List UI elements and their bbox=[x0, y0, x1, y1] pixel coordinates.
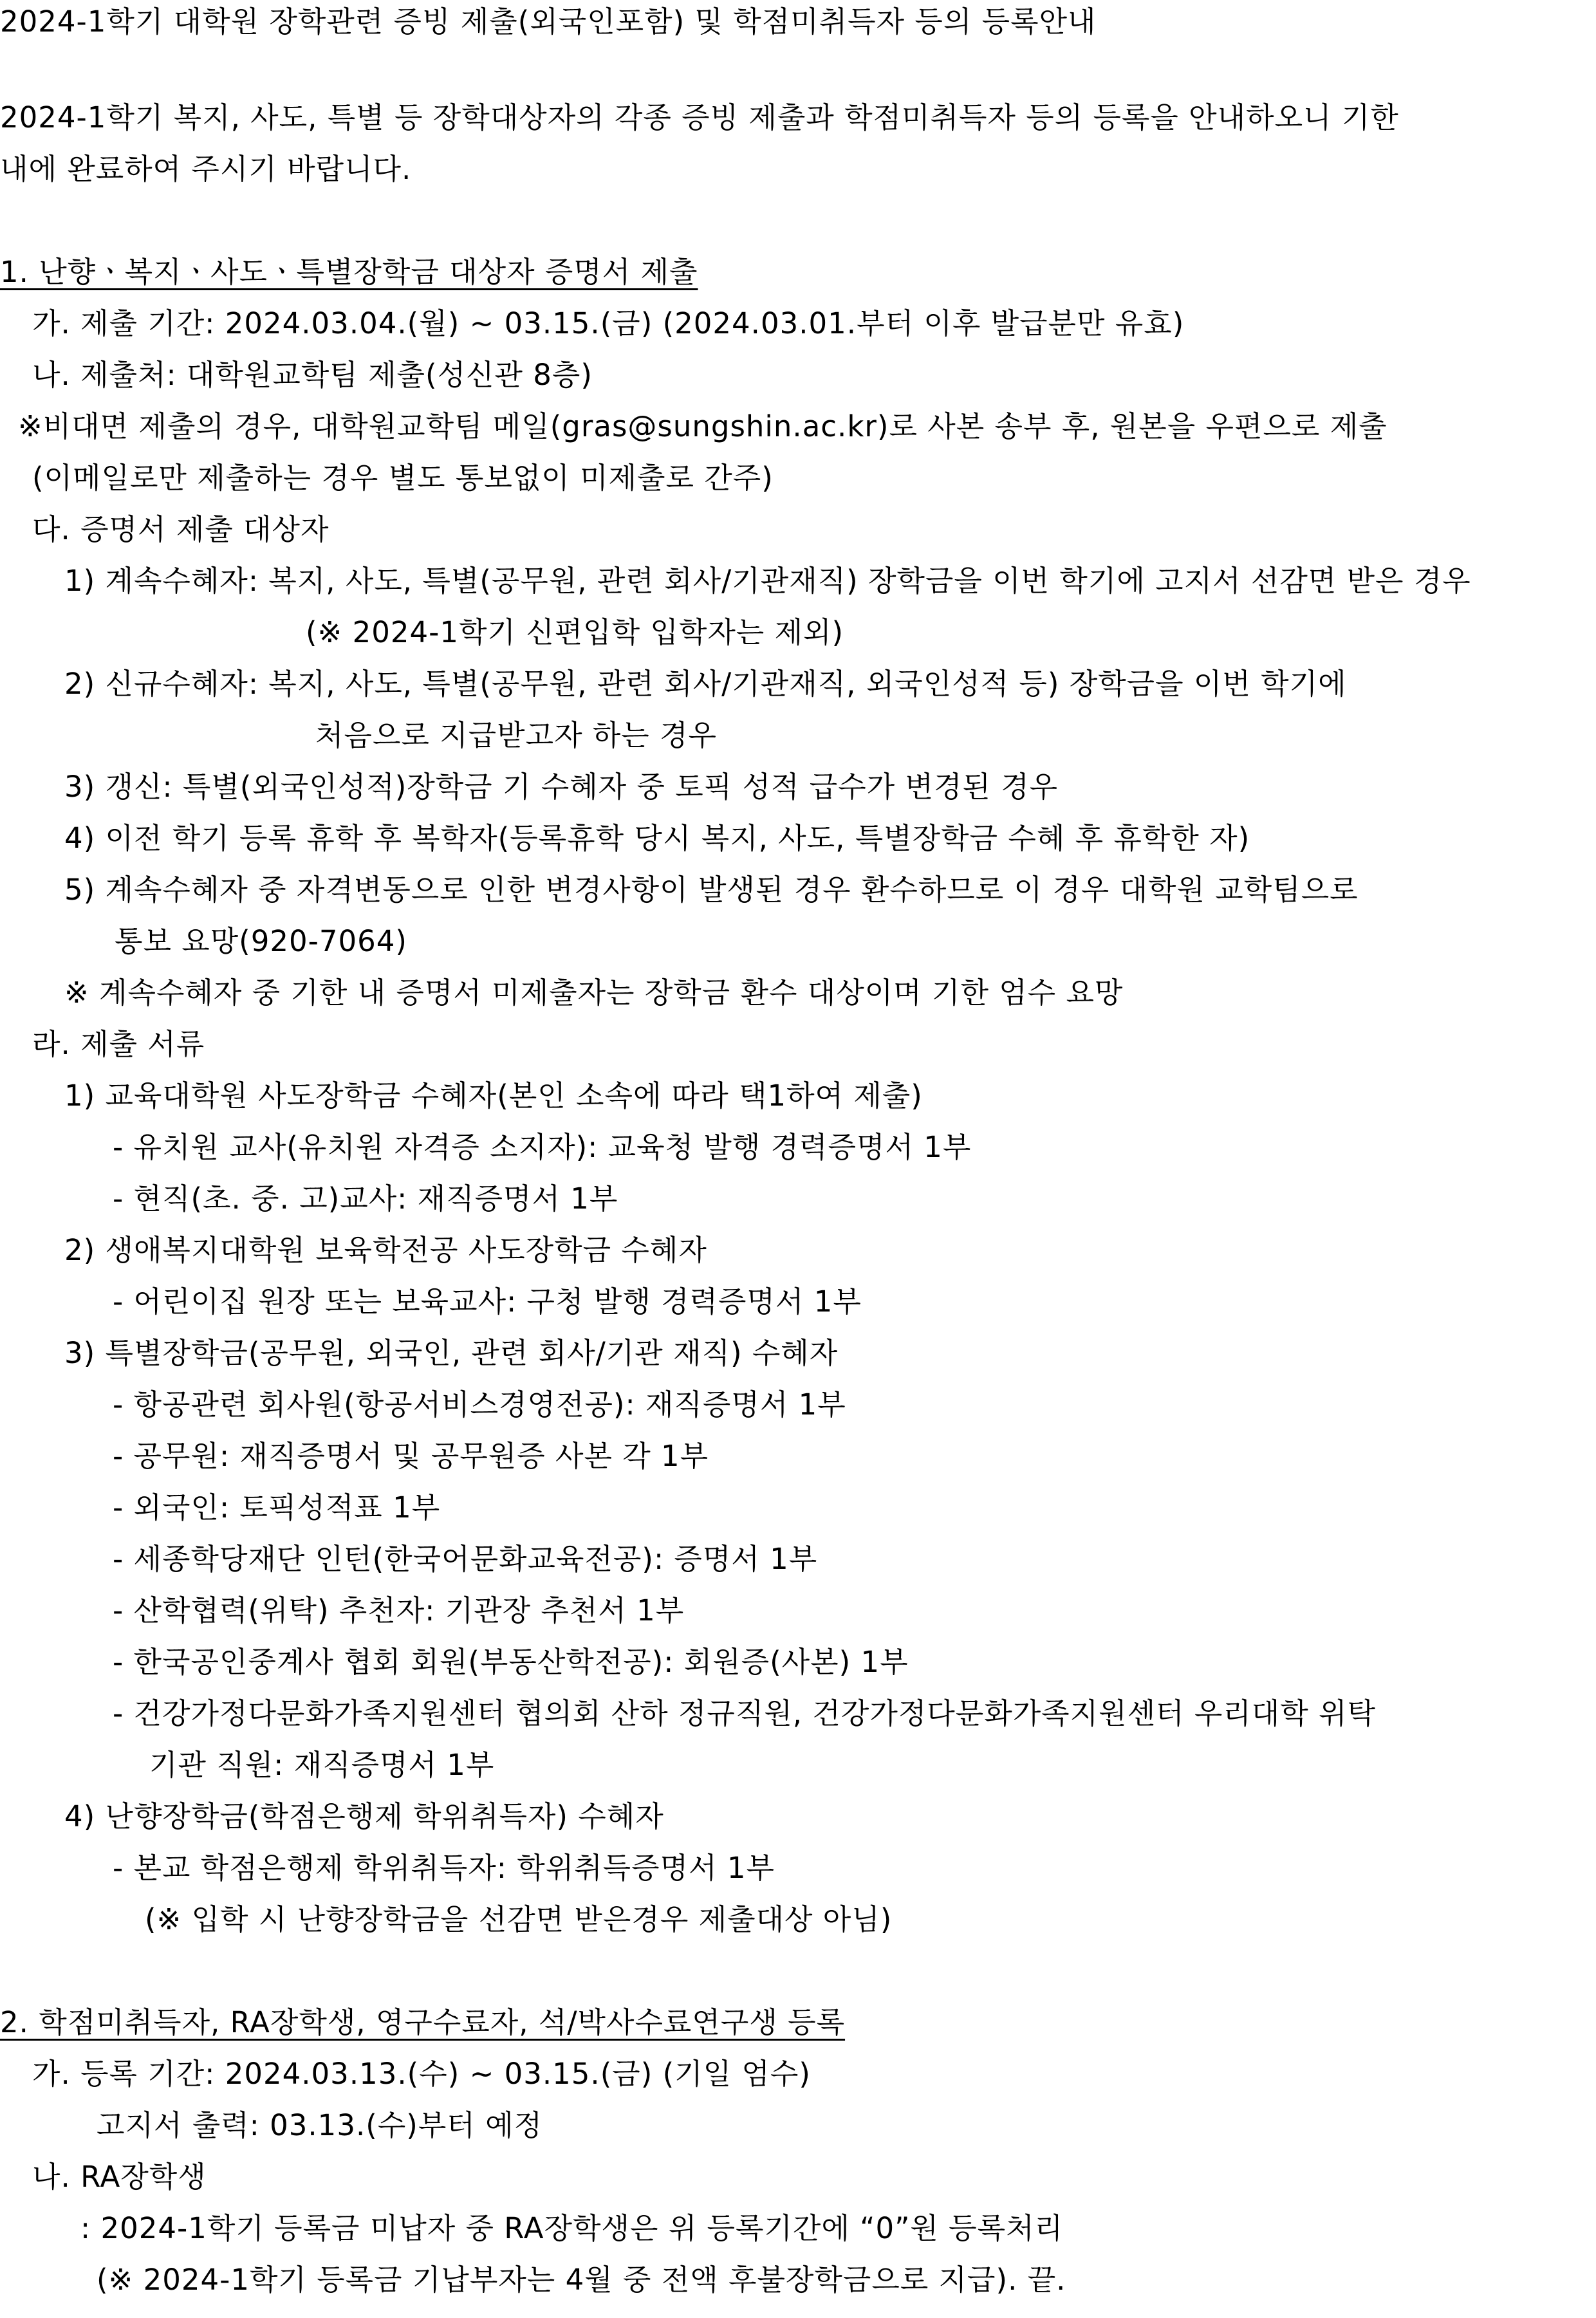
bill-print-date: 고지서 출력: 03.13.(수)부터 예정 bbox=[97, 2108, 543, 2142]
document-group: 3) 특별장학금(공무원, 외국인, 관련 회사/기관 재직) 수혜자 bbox=[64, 1336, 839, 1370]
section-1-heading: 1. 난향ㆍ복지ㆍ사도ㆍ특별장학금 대상자 증명서 제출 bbox=[0, 255, 698, 289]
document-item: - 산학협력(위탁) 추천자: 기관장 추천서 1부 bbox=[113, 1593, 685, 1627]
document-item: - 현직(초. 중. 고)교사: 재직증명서 1부 bbox=[113, 1182, 618, 1216]
document-item: - 공무원: 재직증명서 및 공무원증 사본 각 1부 bbox=[113, 1439, 709, 1473]
target-item: 3) 갱신: 특별(외국인성적)장학금 기 수혜자 중 토픽 성적 급수가 변경된 경우 bbox=[64, 770, 1059, 804]
document-item: - 건강가정다문화가족지원센터 협의회 산하 정규직원, 건강가정다문화가족지원센터 우리대학 위탁 bbox=[113, 1696, 1376, 1730]
target-item: 4) 이전 학기 등록 휴학 후 복학자(등록휴학 당시 복지, 사도, 특별장학금 수혜 후 휴학한 자) bbox=[64, 821, 1250, 855]
ra-info-note: (※ 2024-1학기 등록금 기납부자는 4월 중 전액 후불장학금으로 지급). 끝. bbox=[97, 2263, 1066, 2297]
document-item: - 항공관련 회사원(항공서비스경영전공): 재직증명서 1부 bbox=[113, 1387, 846, 1422]
target-item-note: (※ 2024-1학기 신편입학 입학자는 제외) bbox=[306, 615, 844, 649]
remote-submission-note-2: (이메일로만 제출하는 경우 별도 통보없이 미제출로 간주) bbox=[32, 461, 774, 495]
document-title: 2024-1학기 대학원 장학관련 증빙 제출(외국인포함) 및 학점미취득자 등의 등록안내 bbox=[0, 5, 1097, 39]
document-item-note: (※ 입학 시 난향장학금을 선감면 받은경우 제출대상 아님) bbox=[145, 1902, 893, 1936]
document-group: 1) 교육대학원 사도장학금 수혜자(본인 소속에 따라 택1하여 제출) bbox=[64, 1079, 923, 1113]
document-group: 2) 생애복지대학원 보육학전공 사도장학금 수혜자 bbox=[64, 1233, 707, 1267]
document-item: - 어린이집 원장 또는 보육교사: 구청 발행 경력증명서 1부 bbox=[113, 1284, 862, 1319]
target-item: 2) 신규수혜자: 복지, 사도, 특별(공무원, 관련 회사/기관재직, 외국인성적 등) 장학금을 이번 학기에 bbox=[64, 667, 1347, 701]
refund-warning: ※ 계속수혜자 중 기한 내 증명서 미제출자는 장학금 환수 대상이며 기한 엄수 요망 bbox=[64, 976, 1124, 1010]
document-item: - 본교 학점은행제 학위취득자: 학위취득증명서 1부 bbox=[113, 1851, 775, 1885]
target-item-note: 처음으로 지급받고자 하는 경우 bbox=[315, 718, 718, 752]
ra-heading: 나. RA장학생 bbox=[32, 2160, 207, 2194]
ra-info: : 2024-1학기 등록금 미납자 중 RA장학생은 위 등록기간에 “0”원 등록처리 bbox=[80, 2211, 1064, 2245]
document-item: - 세종학당재단 인턴(한국어문화교육전공): 증명서 1부 bbox=[113, 1542, 818, 1576]
document-item: - 한국공인중계사 협회 회원(부동산학전공): 회원증(사본) 1부 bbox=[113, 1645, 909, 1679]
targets-heading: 다. 증명서 제출 대상자 bbox=[32, 512, 329, 546]
submission-period: 가. 제출 기간: 2024.03.04.(월) ~ 03.15.(금) (2024.03.01.부터 이후 발급분만 유효) bbox=[32, 306, 1185, 340]
target-item-note: 통보 요망(920-7064) bbox=[115, 924, 407, 958]
remote-submission-note: ※비대면 제출의 경우, 대학원교학팀 메일(gras@sungshin.ac.kr)로 사본 송부 후, 원본을 우편으로 제출 bbox=[18, 409, 1387, 443]
document-item-continued: 기관 직원: 재직증명서 1부 bbox=[149, 1748, 495, 1782]
submission-office: 나. 제출처: 대학원교학팀 제출(성신관 8층) bbox=[32, 358, 593, 392]
document-group: 4) 난향장학금(학점은행제 학위취득자) 수혜자 bbox=[64, 1799, 664, 1833]
intro-line-1: 2024-1학기 복지, 사도, 특별 등 장학대상자의 각종 증빙 제출과 학점미취득자 등의 등록을 안내하오니 기한 bbox=[0, 100, 1399, 134]
target-item: 1) 계속수혜자: 복지, 사도, 특별(공무원, 관련 회사/기관재직) 장학금을 이번 학기에 고지서 선감면 받은 경우 bbox=[64, 564, 1471, 598]
section-2-heading: 2. 학점미취득자, RA장학생, 영구수료자, 석/박사수료연구생 등록 bbox=[0, 2005, 846, 2039]
documents-heading: 라. 제출 서류 bbox=[32, 1027, 205, 1061]
intro-line-2: 내에 완료하여 주시기 바랍니다. bbox=[0, 152, 412, 186]
registration-period: 가. 등록 기간: 2024.03.13.(수) ~ 03.15.(금) (기일 엄수) bbox=[32, 2057, 811, 2091]
document-item: - 외국인: 토픽성적표 1부 bbox=[113, 1490, 441, 1525]
target-item: 5) 계속수혜자 중 자격변동으로 인한 변경사항이 발생된 경우 환수하므로 이 경우 대학원 교학팀으로 bbox=[64, 873, 1359, 907]
document-item: - 유치원 교사(유치원 자격증 소지자): 교육청 발행 경력증명서 1부 bbox=[113, 1130, 972, 1164]
